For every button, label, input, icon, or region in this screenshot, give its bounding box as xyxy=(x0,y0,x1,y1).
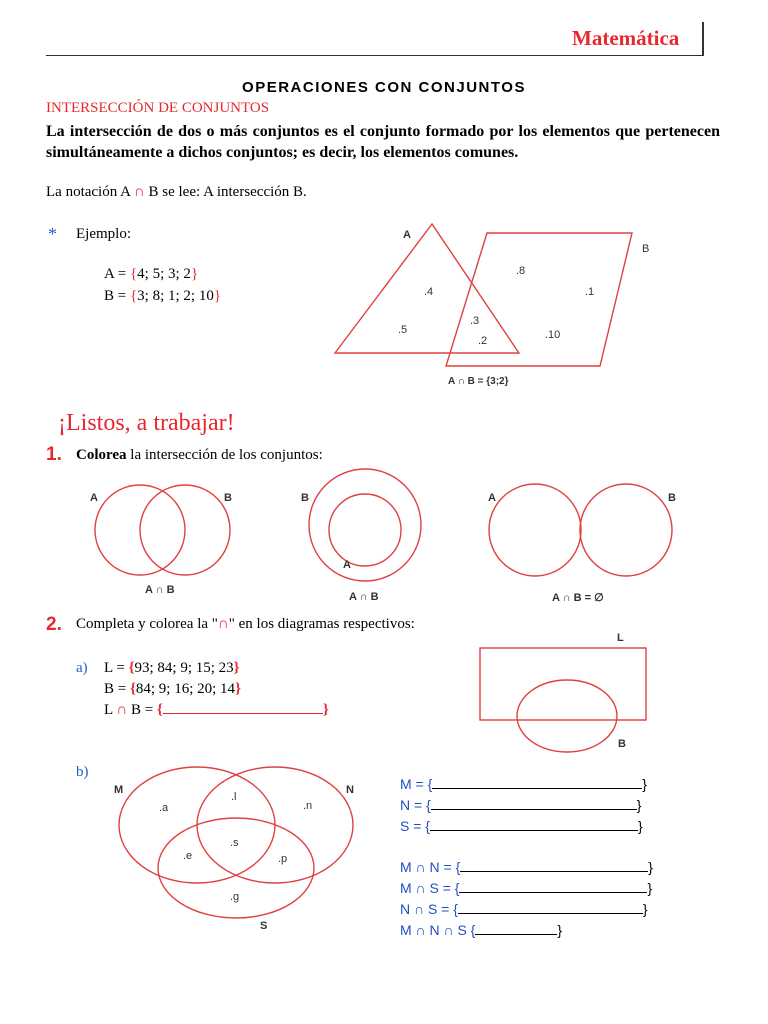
line-n: N = { } xyxy=(400,797,642,813)
example-set-a: A = {4; 5; 3; 2} xyxy=(104,266,199,282)
ex3-label-a: A xyxy=(488,492,496,504)
set-b-name: B = xyxy=(104,288,130,304)
ex2b-label-n: N xyxy=(346,784,354,796)
part-a-set-l: L = {93; 84; 9; 15; 23} xyxy=(104,660,240,676)
header-subject: Matemática xyxy=(572,26,680,50)
exercise1-instruction-rest: la intersección de los conjuntos: xyxy=(126,447,323,463)
ex2b-ellipse-s xyxy=(158,818,314,918)
line-m-n-label: M ∩ N = { xyxy=(400,859,461,875)
banner-title: ¡Listos, a trabajar! xyxy=(58,410,235,436)
intersection-symbol: ∩ xyxy=(217,616,229,632)
set-a-elements: 4; 5; 3; 2 xyxy=(137,266,191,282)
line-s-label: S = { xyxy=(400,818,430,834)
diagram-element: .l xyxy=(231,791,237,803)
intersection-symbol: ∩ xyxy=(133,184,145,200)
lb-suffix: B = xyxy=(130,702,157,718)
line-m-label: M = { xyxy=(400,776,433,792)
diagram-element: .e xyxy=(183,850,193,862)
diagram-element: .g xyxy=(230,891,240,903)
intersection-symbol: ∩ xyxy=(116,702,128,718)
notation-suffix: B se lee: A intersección B. xyxy=(148,184,307,200)
ex2-circle-a-inner xyxy=(329,494,401,566)
definition-text: La intersección de dos o más conjuntos es el conjunto formado por los elementos que pertenecen simultáneamente a dichos conjuntos; es decir, los elementos comunes. xyxy=(46,123,720,161)
example-diagram-result: A ∩ B = {3;2} xyxy=(448,376,509,387)
part-a-letter: a) xyxy=(76,660,88,676)
ex2-circle-b-outer xyxy=(309,469,421,581)
example-label: Ejemplo: xyxy=(76,226,131,242)
example-parallelogram-b xyxy=(446,233,632,366)
answer-blank[interactable] xyxy=(460,860,648,872)
diagram-element: .s xyxy=(230,837,239,849)
part-a-intersection: L ∩ B = { } xyxy=(104,702,329,718)
set-b-elements: 3; 8; 1; 2; 10 xyxy=(137,288,214,304)
diagram-element: .p xyxy=(278,853,288,865)
exercise2-instruction-post: " en los diagramas respectivos: xyxy=(228,616,415,632)
example-diagram-label-b: B xyxy=(642,243,650,255)
exercise1-instruction-bold: Colorea xyxy=(76,447,127,463)
line-s: S = { } xyxy=(400,818,643,834)
lb-prefix: L xyxy=(104,702,113,718)
section-heading: INTERSECCIÓN DE CONJUNTOS xyxy=(46,100,270,116)
line-m: M = { } xyxy=(400,776,647,792)
example-bullet: * xyxy=(48,224,57,244)
line-n-s-label: N ∩ S = { xyxy=(400,901,458,917)
set-l-elements: 93; 84; 9; 15; 23 xyxy=(134,660,234,676)
diagram-element: .5 xyxy=(398,324,408,336)
answer-blank[interactable] xyxy=(458,902,643,914)
answer-blank[interactable] xyxy=(431,798,637,810)
line-n-s: N ∩ S = { } xyxy=(400,901,648,917)
exercise1-number: 1. xyxy=(46,444,62,465)
ex1-label-a: A xyxy=(90,492,98,504)
part-b-letter: b) xyxy=(76,764,89,780)
exercise2-number: 2. xyxy=(46,614,62,635)
ex3-circle-b xyxy=(580,484,672,576)
example-diagram-label-a: A xyxy=(403,229,411,241)
set-l-name: L = xyxy=(104,660,129,676)
ex1-caption: A ∩ B xyxy=(145,584,175,596)
ex3-caption: A ∩ B = ∅ xyxy=(552,592,604,604)
notation-prefix: La notación A xyxy=(46,184,131,200)
ex2-caption: A ∩ B xyxy=(349,591,379,603)
example-set-b: B = {3; 8; 1; 2; 10} xyxy=(104,288,222,304)
ex2b-label-s: S xyxy=(260,920,268,932)
line-m-n-s: M ∩ N ∩ S { } xyxy=(400,922,563,938)
diagram-element: .a xyxy=(159,802,169,814)
ex2a-label-b: B xyxy=(618,738,626,750)
line-m-n-s-label: M ∩ N ∩ S { xyxy=(400,922,476,938)
line-m-s: M ∩ S = { } xyxy=(400,880,653,896)
answer-blank[interactable] xyxy=(163,702,323,714)
exercise2-instruction xyxy=(76,616,415,633)
answer-blank[interactable] xyxy=(430,819,638,831)
ex3-label-b: B xyxy=(668,492,676,504)
set-a-name: A = xyxy=(104,266,130,282)
ex2a-label-l: L xyxy=(617,632,624,644)
answer-blank[interactable] xyxy=(432,777,642,789)
diagram-element: .3 xyxy=(470,315,480,327)
diagram-element: .1 xyxy=(585,286,595,298)
answer-blank[interactable] xyxy=(475,923,557,935)
diagram-element: .4 xyxy=(424,286,434,298)
diagram-element: .10 xyxy=(545,329,561,341)
ex1-label-b: B xyxy=(224,492,232,504)
ex2a-ellipse-b xyxy=(517,680,617,752)
line-n-label: N = { xyxy=(400,797,431,813)
ex2-label-a: A xyxy=(343,559,351,571)
page-title: OPERACIONES CON CONJUNTOS xyxy=(242,79,526,96)
part-a-set-b: B = {84; 9; 16; 20; 14} xyxy=(104,681,241,697)
diagram-element: .8 xyxy=(516,265,526,277)
ex2a-rect-l xyxy=(480,648,646,720)
set-b-elements: 84; 9; 16; 20; 14 xyxy=(135,681,236,697)
ex3-circle-a xyxy=(489,484,581,576)
set-b-name: B = xyxy=(104,681,130,697)
answer-blank[interactable] xyxy=(459,881,647,893)
diagram-element: .2 xyxy=(478,335,488,347)
ex2b-label-m: M xyxy=(114,784,124,796)
exercise2-instruction-pre: Completa y colorea la " xyxy=(76,616,218,632)
exercise1-instruction xyxy=(76,447,323,464)
ex2-label-b: B xyxy=(301,492,309,504)
diagram-element: .n xyxy=(303,800,313,812)
line-m-n: M ∩ N = { } xyxy=(400,859,653,875)
line-m-s-label: M ∩ S = { xyxy=(400,880,460,896)
